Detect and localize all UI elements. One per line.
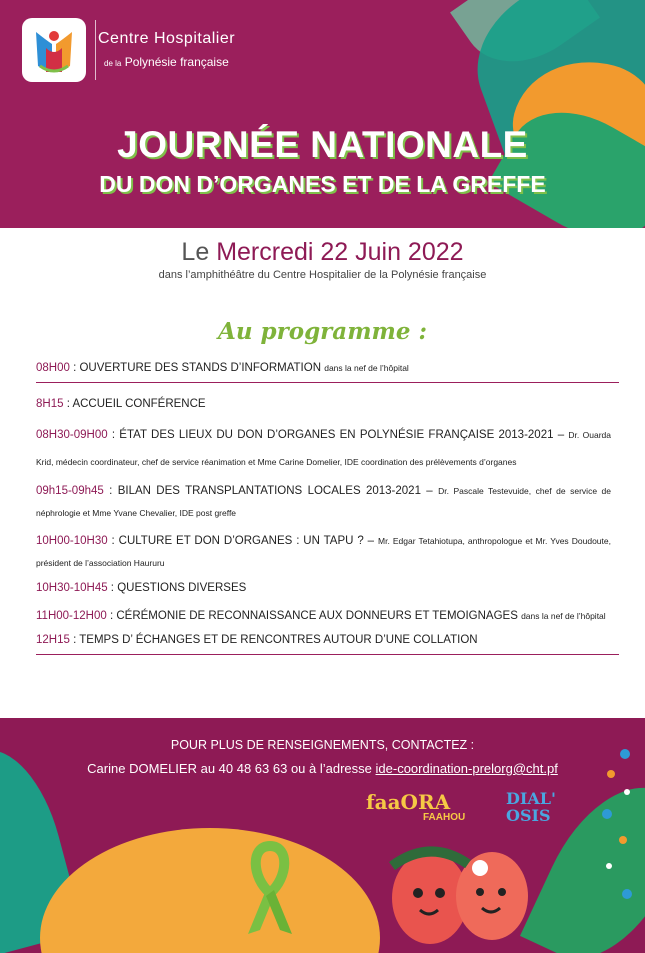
programme-item: 08H00 : OUVERTURE DES STANDS D’INFORMATION dans la nef de l’hôpital <box>36 362 409 374</box>
contact-heading: POUR PLUS DE RENSEIGNEMENTS, CONTACTEZ : <box>170 738 475 752</box>
partner-logo-faahou: FAAHOU <box>423 812 466 823</box>
event-subtitle: DU DON D’ORGANES ET DE LA GREFFE <box>99 171 546 197</box>
kidney-mascots-icon <box>380 838 540 948</box>
contact-email-link[interactable]: ide-coordination-prelorg@cht.pf <box>375 761 558 776</box>
programme-item: 08H30-09H00 : ÉTAT DES LIEUX DU DON D’ORGANES EN POLYNÉSIE FRANÇAISE 2013-2021 – Dr. Ouarda Krid, médecin coordinateur, chef de service réanimation et Mme Carine Domelier, IDE coordination des prélèvements d’organes <box>36 429 611 467</box>
programme-item: 09h15-09h45 : BILAN DES TRANSPLANTATIONS LOCALES 2013-2021 – Dr. Pascale Testevuide, chef de service de néphrologie et Mme Yvane Chevalier, IDE post greffe <box>36 485 612 518</box>
programme-list <box>36 360 611 655</box>
divider <box>36 654 619 655</box>
hospital-logo <box>22 18 86 82</box>
green-ribbon-icon <box>240 838 300 938</box>
footer-banner <box>0 718 645 953</box>
programme-item: 12H15 : TEMPS D’ ÉCHANGES ET DE RENCONTRES AUTOUR D’UNE COLLATION <box>36 634 478 646</box>
event-venue: dans l’amphithéâtre du Centre Hospitalier de la Polynésie française <box>158 269 487 281</box>
org-subname: de la Polynésie française <box>104 55 229 69</box>
event-date: Le Mercredi 22 Juin 2022 <box>181 238 464 266</box>
header-banner <box>0 0 645 228</box>
contact-details: Carine DOMELIER au 40 48 63 63 ou à l’adresse ide-coordination-prelorg@cht.pf <box>87 761 558 776</box>
logo-separator <box>95 20 96 80</box>
programme-item: 11H00-12H00 : CÉRÉMONIE DE RECONNAISSANCE AUX DONNEURS ET TEMOIGNAGES dans la nef de l’hôpital <box>36 610 606 622</box>
programme-item: 10H30-10H45 : QUESTIONS DIVERSES <box>36 582 247 594</box>
divider <box>36 382 619 383</box>
event-title: JOURNÉE NATIONALE <box>117 124 528 165</box>
programme-item: 8H15 : ACCUEIL CONFÉRENCE <box>36 398 206 410</box>
programme-item: 10H00-10H30 : CULTURE ET DON D’ORGANES : UN TAPU ? – Mr. Edgar Tetahiotupa, anthropologue et Mr. Yves Doudoute, président de l’association Haururu <box>36 535 611 568</box>
programme-title: Au programme : <box>217 318 428 345</box>
org-name: Centre Hospitalier <box>98 30 236 47</box>
partner-logo-dialosis: DIAL' OSIS <box>506 789 556 825</box>
decorative-shape <box>40 828 380 953</box>
hospital-logo-icon <box>32 26 76 74</box>
partner-logo-faaora: faaORA <box>366 790 451 814</box>
